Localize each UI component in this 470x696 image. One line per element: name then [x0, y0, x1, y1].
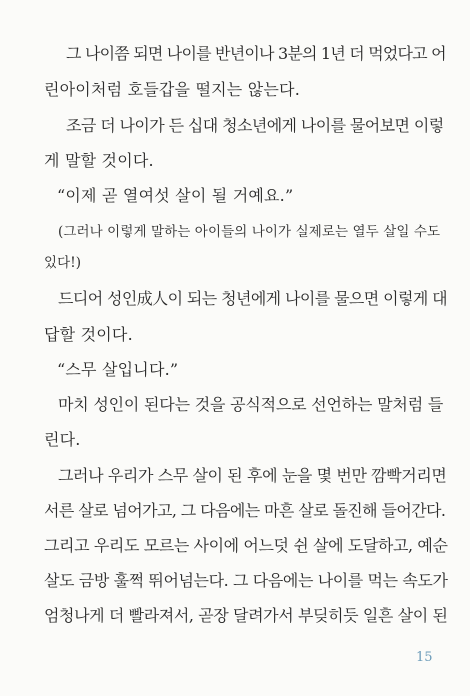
- text-line: 마치 성인이 된다는 것을 공식적으로 선언하는 말처럼 들: [58, 395, 444, 414]
- text-line: 살도 금방 훌쩍 뛰어넘는다. 그 다음에는 나이를 먹는 속도가: [44, 571, 448, 590]
- text-line: 그 나이쯤 되면 나이를 반년이나 3분의 1년 더 먹었다고 어: [66, 44, 446, 63]
- text-line: 조금 더 나이가 든 십대 청소년에게 나이를 물어보면 이렇: [66, 116, 444, 135]
- text-line: 그리고 우리도 모르는 사이에 어느덧 쉰 살에 도달하고, 예순: [44, 536, 448, 555]
- text-line: 답할 것이다.: [44, 325, 133, 344]
- text-line: 드디어 성인成人이 되는 청년에게 나이를 물으면 이렇게 대: [58, 289, 448, 308]
- text-line: 린다.: [44, 430, 81, 449]
- page-number: 15: [416, 650, 433, 665]
- quote-line: “이제 곧 열여섯 살이 될 거예요.”: [57, 186, 294, 205]
- parenthetical-line: (그러나 이렇게 말하는 아이들의 나이가 실제로는 열두 살일 수도: [58, 224, 441, 240]
- parenthetical-line: 있다!): [44, 255, 82, 271]
- text-line: 린아이처럼 호들갑을 떨지는 않는다.: [44, 80, 300, 99]
- text-line: 게 말할 것이다.: [44, 151, 154, 170]
- text-line: 엄청나게 더 빨라져서, 곧장 달려가서 부딪히듯 일흔 살이 된: [44, 606, 448, 625]
- text-line: 그러나 우리가 스무 살이 된 후에 눈을 몇 번만 깜빡거리면: [58, 466, 447, 485]
- text-line: 서른 살로 넘어가고, 그 다음에는 마흔 살로 돌진해 들어간다.: [44, 501, 446, 520]
- quote-line: “스무 살입니다.”: [57, 360, 179, 379]
